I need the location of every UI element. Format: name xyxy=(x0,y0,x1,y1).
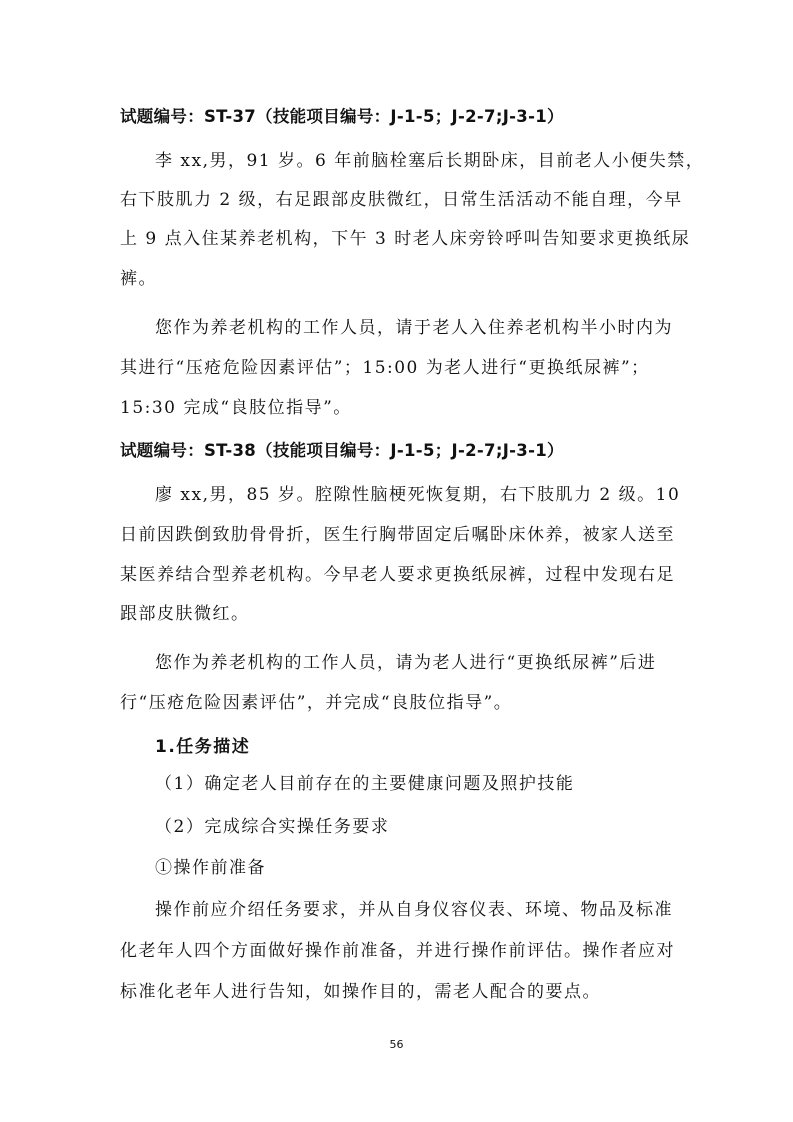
item-38-task-line: 行“压疮危险因素评估”，并完成“良肢位指导”。 xyxy=(120,693,513,713)
item-37-heading: 试题编号：ST-37（技能项目编号：J-1-5；J-2-7;J-3-1） xyxy=(120,107,564,126)
task-body-line: 化老年人四个方面做好操作前准备，并进行操作前评估。操作者应对 xyxy=(120,941,675,961)
task-subtitle: ①操作前准备 xyxy=(155,858,266,878)
task-item: （2）完成综合实操任务要求 xyxy=(155,817,390,837)
page-number: 56 xyxy=(389,1038,404,1051)
item-37-case-line: 裤。 xyxy=(120,269,157,289)
item-37-case-line: 右下肢肌力 2 级，右足跟部皮肤微红，日常生活活动不能自理，今早 xyxy=(120,190,683,210)
item-37-case-line: 上 9 点入住某养老机构，下午 3 时老人床旁铃呼叫告知要求更换纸尿 xyxy=(120,229,691,249)
item-37-task-line: 15:30 完成“良肢位指导”。 xyxy=(120,398,352,418)
task-description-title: 1.任务描述 xyxy=(155,737,251,757)
item-37-task-line: 您作为养老机构的工作人员，请于老人入住养老机构半小时内为 xyxy=(155,318,673,338)
item-38-case-line: 日前因跌倒致肋骨骨折，医生行胸带固定后嘱卧床休养，被家人送至 xyxy=(120,525,675,545)
task-item: （1）确定老人目前存在的主要健康问题及照护技能 xyxy=(155,774,575,794)
task-body-line: 标准化老年人进行告知，如操作目的，需老人配合的要点。 xyxy=(120,982,601,1002)
item-38-heading: 试题编号：ST-38（技能项目编号：J-1-5；J-2-7;J-3-1） xyxy=(120,441,564,460)
item-37-case-line: 李 xx,男，91 岁。6 年前脑栓塞后长期卧床，目前老人小便失禁， xyxy=(155,151,705,171)
item-38-case-line: 跟部皮肤微红。 xyxy=(120,604,250,624)
item-38-case-line: 廖 xx,男，85 岁。腔隙性脑梗死恢复期，右下肢肌力 2 级。10 xyxy=(155,485,681,505)
item-38-case-line: 某医养结合型养老机构。今早老人要求更换纸尿裤，过程中发现右足 xyxy=(120,565,675,585)
item-38-task-line: 您作为养老机构的工作人员，请为老人进行“更换纸尿裤”后进 xyxy=(155,653,657,673)
task-body-line: 操作前应介绍任务要求，并从自身仪容仪表、环境、物品及标准 xyxy=(155,900,673,920)
item-37-task-line: 其进行“压疮危险因素评估”；15:00 为老人进行“更换纸尿裤”； xyxy=(120,358,650,378)
